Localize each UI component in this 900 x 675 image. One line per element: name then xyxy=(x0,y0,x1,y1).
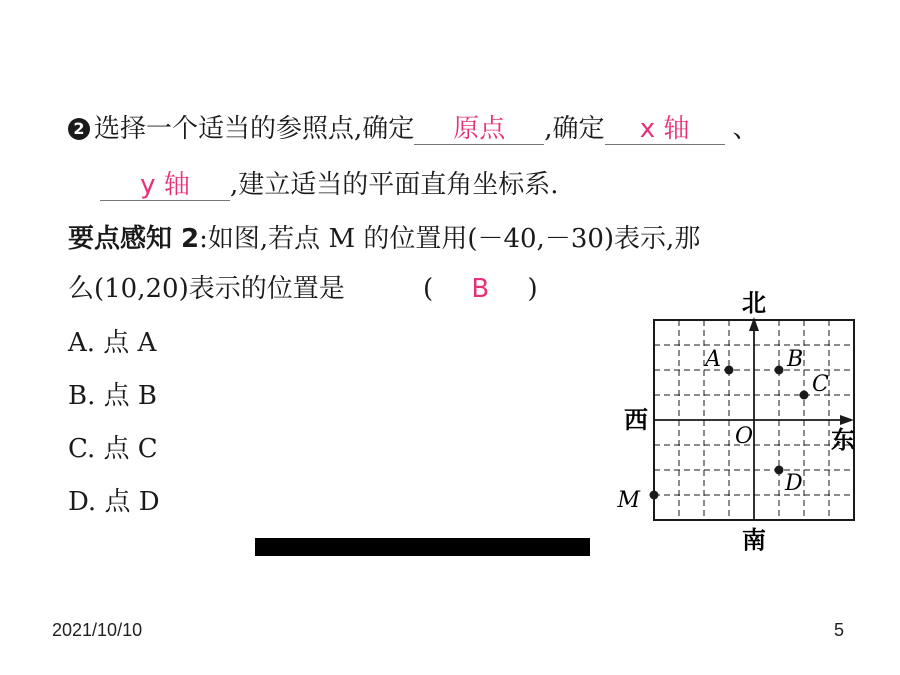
answer-choice: B xyxy=(471,274,490,304)
option-c: C. 点 C xyxy=(68,434,158,464)
point-b-dot xyxy=(775,366,784,375)
key-point-label: 要点感知 2 xyxy=(68,224,200,254)
point-c-label: C xyxy=(812,372,829,397)
east-label: 东 xyxy=(831,425,855,454)
option-d: D. 点 D xyxy=(68,487,160,517)
key-point-text-1: :如图,若点 M 的位置用(－40,－30)表示,那 xyxy=(199,224,701,254)
position-figure xyxy=(610,285,870,560)
option-b: B. 点 B xyxy=(68,381,158,411)
figure-points xyxy=(616,347,829,513)
answer-paren-close: ) xyxy=(527,274,538,304)
black-bar xyxy=(255,538,590,556)
key-point-line-1 xyxy=(68,222,700,256)
question-line2-suffix: ,建立适当的平面直角坐标系. xyxy=(230,170,559,200)
west-label: 西 xyxy=(624,405,648,434)
question-line-1 xyxy=(68,112,759,146)
point-d-label: D xyxy=(785,471,803,496)
point-a-dot xyxy=(725,366,734,375)
blank-origin: 原点 xyxy=(414,114,544,145)
key-point-line-2 xyxy=(68,272,538,306)
question-text-suffix: 、 xyxy=(732,114,759,144)
question-number-badge: 2 xyxy=(68,118,90,140)
footer-date: 2021/10/10 xyxy=(52,620,143,640)
question-line-2 xyxy=(100,168,559,202)
point-m-dot xyxy=(650,491,659,500)
blank-y-axis: y 轴 xyxy=(100,170,230,201)
point-d-dot xyxy=(775,466,784,475)
footer-page-number: 5 xyxy=(834,620,845,640)
north-label: 北 xyxy=(742,288,766,317)
east-arrow-icon xyxy=(840,415,854,425)
answer-paren-open: ( xyxy=(423,274,434,304)
point-b-label: B xyxy=(787,347,804,372)
key-point-text-2: 么(10,20)表示的位置是 xyxy=(68,274,345,304)
point-c-dot xyxy=(800,391,809,400)
option-a: A. 点 A xyxy=(68,328,157,358)
question-text-mid: ,确定 xyxy=(544,114,605,144)
point-a-label: A xyxy=(705,347,721,372)
south-label: 南 xyxy=(742,525,766,554)
point-m-label: M xyxy=(617,488,640,513)
question-text-prefix: 选择一个适当的参照点,确定 xyxy=(94,114,415,144)
blank-x-axis: x 轴 xyxy=(605,114,725,145)
origin-label: O xyxy=(734,424,754,449)
